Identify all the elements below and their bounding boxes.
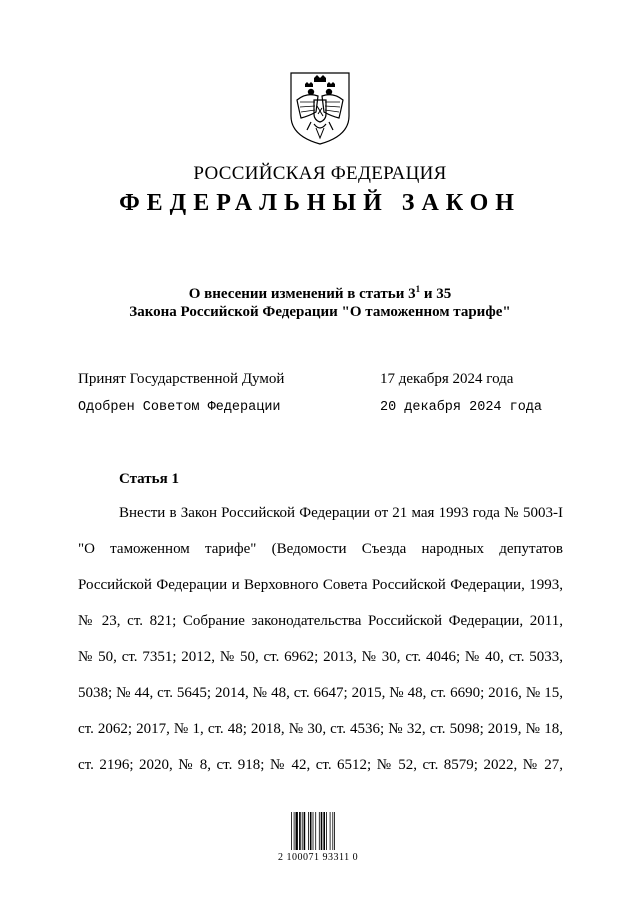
law-title-superscript: 1 <box>415 284 421 294</box>
article-line: Российской Федерации и Верховного Совета Российской Федерации, 1993, <box>78 577 563 593</box>
article-body <box>78 502 563 790</box>
law-title-line1-text: О внесении изменений в статьи 3 <box>188 286 416 302</box>
council-label: Одобрен Советом Федерации <box>78 400 281 415</box>
law-title-line2: Закона Российской Федерации "О таможенном тарифе" <box>129 304 511 320</box>
law-title-line1-suffix: и 35 <box>420 286 452 302</box>
duma-date: 17 декабря 2024 года <box>380 371 514 387</box>
duma-label: Принят Государственной Думой <box>78 371 285 387</box>
law-title <box>0 285 640 321</box>
council-date: 20 декабря 2024 года <box>380 400 543 415</box>
article-line: Внести в Закон Российской Федерации от 21 мая 1993 года № 5003-I <box>119 505 563 521</box>
article-line: № 23, ст. 821; Собрание законодательства Российской Федерации, 2011, <box>78 613 563 629</box>
law-title-line1 <box>0 285 640 303</box>
state-name: РОССИЙСКАЯ ФЕДЕРАЦИЯ <box>193 163 447 184</box>
coat-of-arms-emblem <box>287 70 353 146</box>
article-line: 5038; № 44, ст. 5645; 2014, № 48, ст. 6647; 2015, № 48, ст. 6690; 2016, № 15, <box>78 685 563 701</box>
barcode-number: 2 100071 93311 0 <box>278 852 359 863</box>
article-line: "О таможенном тарифе" (Ведомости Съезда народных депутатов <box>78 541 563 557</box>
article-line: № 50, ст. 7351; 2012, № 50, ст. 6962; 2013, № 30, ст. 4046; № 40, ст. 5033, <box>78 649 563 665</box>
article-line: ст. 2196; 2020, № 8, ст. 918; № 42, ст. 6512; № 52, ст. 8579; 2022, № 27, <box>78 757 563 773</box>
article-heading: Статья 1 <box>119 471 179 487</box>
law-type-heading: ФЕДЕРАЛЬНЫЙ ЗАКОН <box>119 190 521 216</box>
barcode-image <box>291 812 351 850</box>
article-line: ст. 2062; 2017, № 1, ст. 48; 2018, № 30, ст. 4536; № 32, ст. 5098; 2019, № 18, <box>78 721 563 737</box>
